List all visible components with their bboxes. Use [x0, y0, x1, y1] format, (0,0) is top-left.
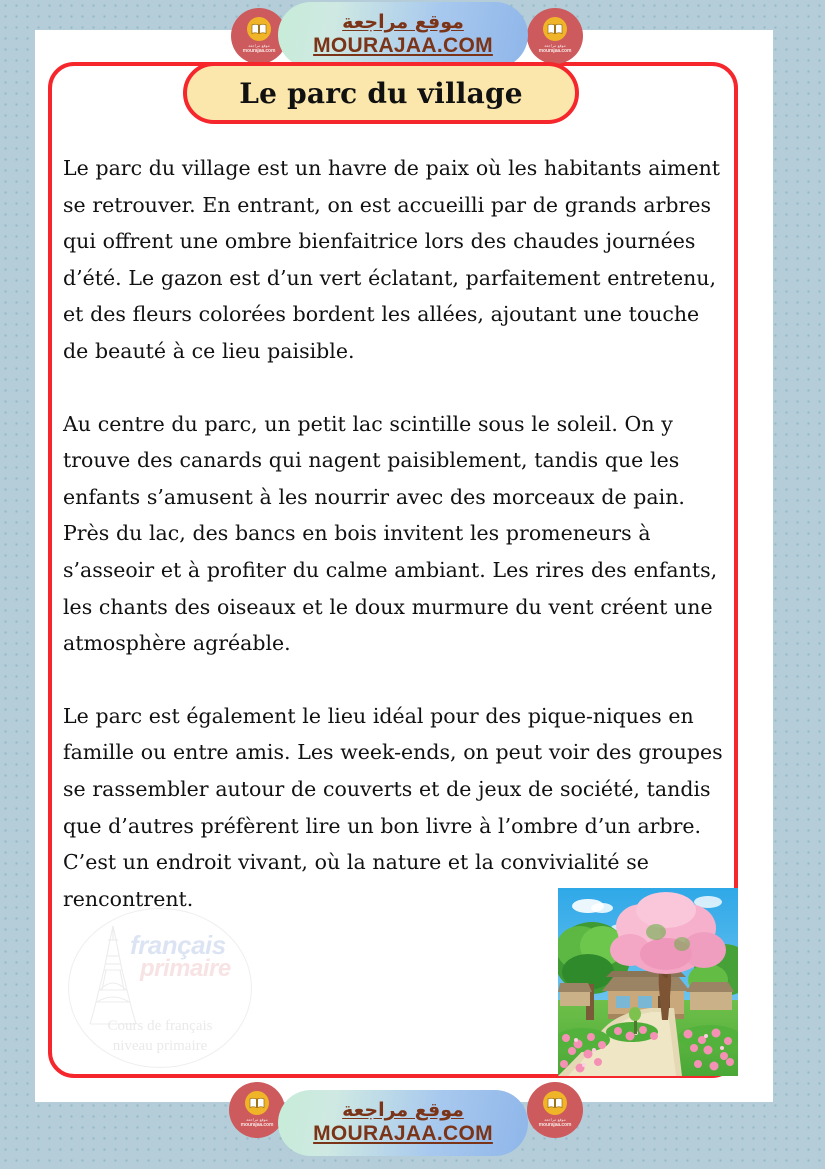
watermark-word-francais: français: [130, 930, 226, 960]
header-brand-url: MOURAJAA.COM: [313, 33, 493, 57]
footer-logo-left-caption-arabic: موقع مراجعة: [246, 1117, 268, 1123]
watermark-subtitle-line2: niveau primaire: [112, 1038, 208, 1054]
worksheet-title: [183, 62, 579, 124]
footer-brand-url: MOURAJAA.COM: [313, 1121, 493, 1145]
header-logo-right-caption-url: mourajaa.com: [538, 48, 572, 55]
footer-logo-right-caption-arabic: موقع مراجعة: [544, 1117, 566, 1123]
header-logo-left-caption-arabic: موقع مراجعة: [248, 43, 270, 49]
paragraph-1: Le parc du village est un havre de paix où les habitants aiment se retrouver. En entrant, on est accueilli par de grands arbres qui offrent une ombre bienfaitrice lors des chaudes journées d’été. Le gazon est d’un vert éclatant, parfaitement entretenu, et des fleurs colorées bordent les allées, ajoutant une touche de beauté à ce lieu paisible.: [63, 156, 721, 363]
watermark-word-primaire: primaire: [140, 955, 231, 982]
paragraph-2: Au centre du parc, un petit lac scintille sous le soleil. On y trouve des canards qui nagent paisiblement, tandis que les enfants s’amusent à les nourrir avec des morceaux de pain. Près du lac, des bancs en bois invitent les promeneurs à s’asseoir et à profiter du calme ambiant. Les rires des enfants, les chants des oiseaux et le doux murmure du vent créent une atmosphère agréable.: [63, 411, 718, 656]
footer-banner: [0, 1084, 825, 1169]
footer-logo-right-caption-url: mourajaa.com: [538, 1122, 572, 1129]
footer-brand-arabic: موقع مراجعة: [342, 1099, 464, 1121]
footer-logo-left-caption-url: mourajaa.com: [240, 1122, 274, 1129]
footer-brand-pill[interactable]: [278, 1090, 528, 1156]
page-title: Le parc du village: [239, 76, 523, 110]
header-logo-right-caption-arabic: موقع مراجعة: [544, 43, 566, 49]
header-logo-left-caption-url: mourajaa.com: [242, 48, 276, 55]
watermark-subtitle-line1: Cours de français: [107, 1018, 213, 1034]
park-illustration-image: [558, 888, 738, 1076]
header-brand-arabic: موقع مراجعة: [342, 11, 464, 33]
reading-passage: [63, 150, 725, 917]
paragraph-3: Le parc est également le lieu idéal pour des pique-niques en famille ou entre amis. Les week-ends, on peut voir des groupes se rassembler autour de couverts et de jeux de société, tandis que d’autres préfèrent lire un bon livre à l’ombre d’un arbre. C’est un endroit vivant, où la nature et la convivialité se rencontrent.: [63, 703, 723, 911]
header-brand-pill[interactable]: [278, 2, 528, 68]
park-illustration: [558, 888, 738, 1076]
